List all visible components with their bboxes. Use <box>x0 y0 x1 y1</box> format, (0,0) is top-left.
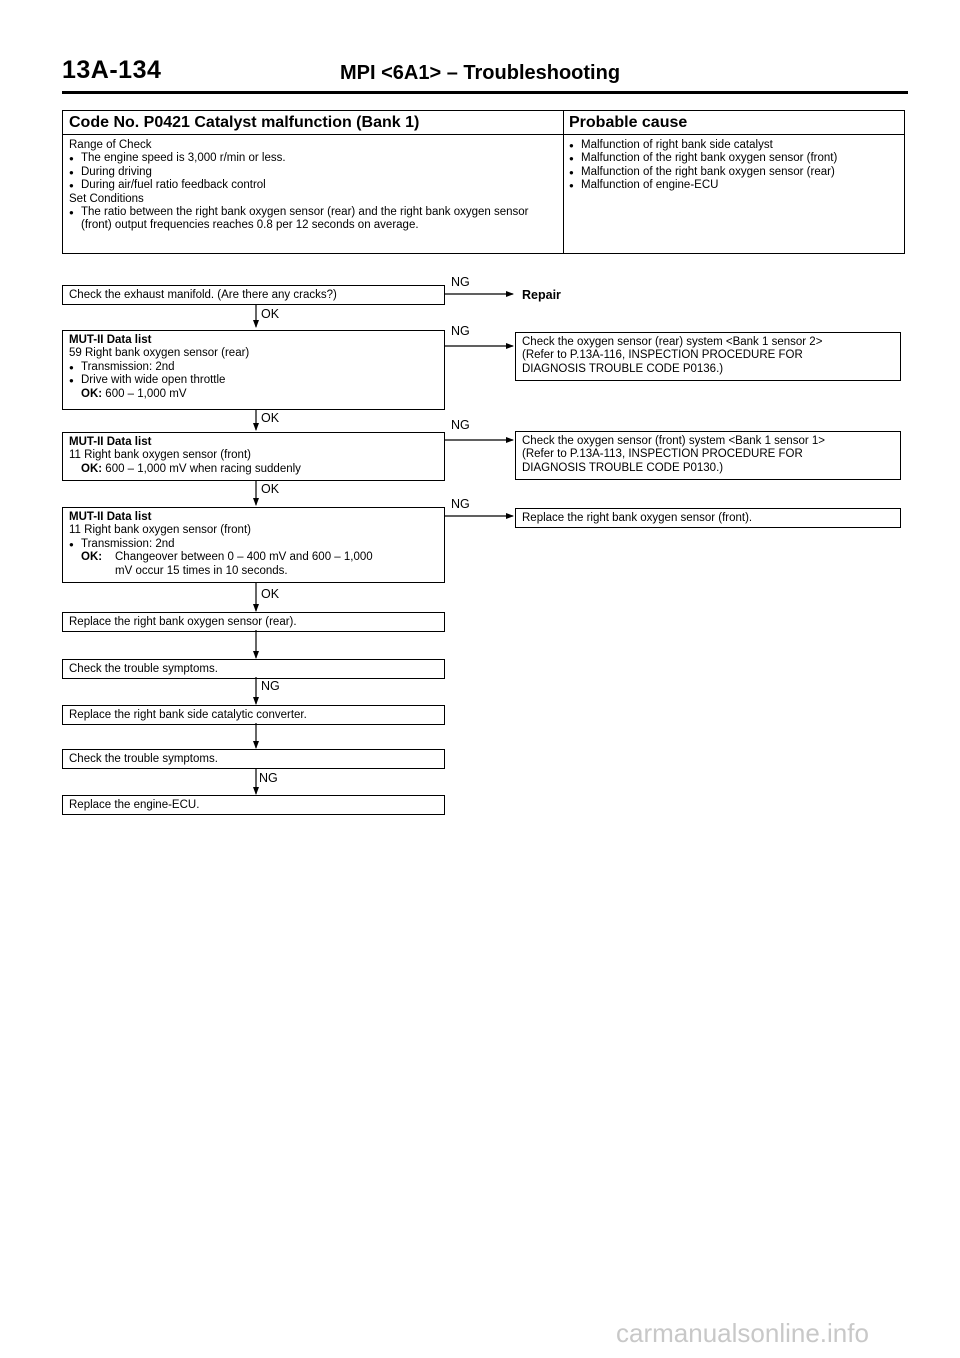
result-line: Check the oxygen sensor (rear) system <Bank 1 sensor 2> <box>522 336 823 348</box>
step-text: Replace the engine-ECU. <box>69 799 200 811</box>
section-title: MPI <6A1> – Troubleshooting <box>340 62 621 84</box>
ok-spec-label: OK: <box>81 462 103 475</box>
ok-spec-label: OK: <box>81 387 103 400</box>
data-list-title: MUT-II Data list <box>69 511 152 523</box>
result-line: Replace the right bank oxygen sensor (front). <box>522 512 753 524</box>
ok-spec-value: Changeover between 0 – 400 mV and 600 – 1,000 <box>115 551 373 564</box>
data-list-item: 11 Right bank oxygen sensor (front) <box>69 524 251 537</box>
ng-label: NG <box>261 679 280 693</box>
ok-label: OK <box>261 411 280 425</box>
step-text: Check the trouble symptoms. <box>69 663 218 675</box>
step-check-exhaust-manifold <box>62 285 445 305</box>
ok-spec-value: 600 – 1,000 mV <box>105 387 187 400</box>
step-replace-rear-sensor <box>62 612 445 632</box>
cause-heading: Probable cause <box>563 111 904 135</box>
data-list-item: 11 Right bank oxygen sensor (front) <box>69 449 251 462</box>
step-text: Replace the right bank side catalytic converter. <box>69 709 307 721</box>
step-text: Check the exhaust manifold. (Are there any cracks?) <box>69 289 337 301</box>
result-check-rear-sensor-system <box>515 332 901 381</box>
step-data-list-front-sensor-changeover <box>62 507 445 583</box>
set-label: Set Conditions <box>69 192 144 205</box>
ok-label: OK <box>261 587 280 601</box>
result-line: (Refer to P.13A-116, INSPECTION PROCEDURE FOR <box>522 349 803 362</box>
step-data-list-rear-sensor <box>62 330 445 410</box>
step-data-list-front-sensor <box>62 432 445 481</box>
ng-label: NG <box>451 275 470 289</box>
result-check-front-sensor-system <box>515 431 901 480</box>
result-line: DIAGNOSIS TROUBLE CODE P0130.) <box>522 461 724 474</box>
condition-item: ● Drive with wide open throttle <box>69 374 438 387</box>
watermark-text: carmanualsonline.info <box>616 1318 869 1348</box>
data-list-item: 59 Right bank oxygen sensor (rear) <box>69 347 250 360</box>
range-label: Range of Check <box>69 139 152 151</box>
repair-result: Repair <box>522 288 561 302</box>
result-line: (Refer to P.13A-113, INSPECTION PROCEDURE FOR <box>522 448 803 461</box>
ng-label: NG <box>451 418 470 432</box>
ng-label: NG <box>259 771 278 785</box>
ok-spec-label: OK: <box>81 551 103 564</box>
ok-spec-value: 600 – 1,000 mV when racing suddenly <box>105 462 301 475</box>
code-heading: Code No. P0421 Catalyst malfunction (Bank 1) <box>63 111 563 135</box>
range-item: ● During driving <box>69 166 557 179</box>
ng-label: NG <box>451 497 470 511</box>
page-number: 13A-134 <box>62 56 162 84</box>
condition-item: ● Transmission: 2nd <box>69 361 438 374</box>
step-text: Check the trouble symptoms. <box>69 753 218 765</box>
ok-spec-value: mV occur 15 times in 10 seconds. <box>115 564 288 577</box>
step-check-trouble-symptoms-2 <box>62 749 445 769</box>
result-line: Check the oxygen sensor (front) system <Bank 1 sensor 1> <box>522 435 825 447</box>
ok-label: OK <box>261 482 280 496</box>
data-list-title: MUT-II Data list <box>69 334 152 346</box>
result-replace-front-sensor <box>515 508 901 528</box>
ok-label: OK <box>261 307 280 321</box>
set-item: ● The ratio between the right bank oxygen sensor (rear) and the right bank oxygen sensor (front) output frequencies reaches 0.8 per 12 seconds on average. <box>69 206 557 233</box>
data-list-title: MUT-II Data list <box>69 436 152 448</box>
step-check-trouble-symptoms <box>62 659 445 679</box>
step-text: Replace the right bank oxygen sensor (rear). <box>69 616 297 628</box>
condition-item: ● Transmission: 2nd <box>69 538 438 551</box>
cause-item: ● Malfunction of right bank side catalyst <box>569 139 898 152</box>
step-replace-engine-ecu <box>62 795 445 815</box>
range-item: ● The engine speed is 3,000 r/min or less. <box>69 152 557 165</box>
range-item: ● During air/fuel ratio feedback control <box>69 179 557 192</box>
cause-item: ● Malfunction of the right bank oxygen sensor (front) <box>569 152 898 165</box>
ng-label: NG <box>451 324 470 338</box>
result-line: DIAGNOSIS TROUBLE CODE P0136.) <box>522 362 724 375</box>
cause-item: ● Malfunction of the right bank oxygen sensor (rear) <box>569 166 898 179</box>
cause-item: ● Malfunction of engine-ECU <box>569 179 898 192</box>
step-replace-catalytic-converter <box>62 705 445 725</box>
